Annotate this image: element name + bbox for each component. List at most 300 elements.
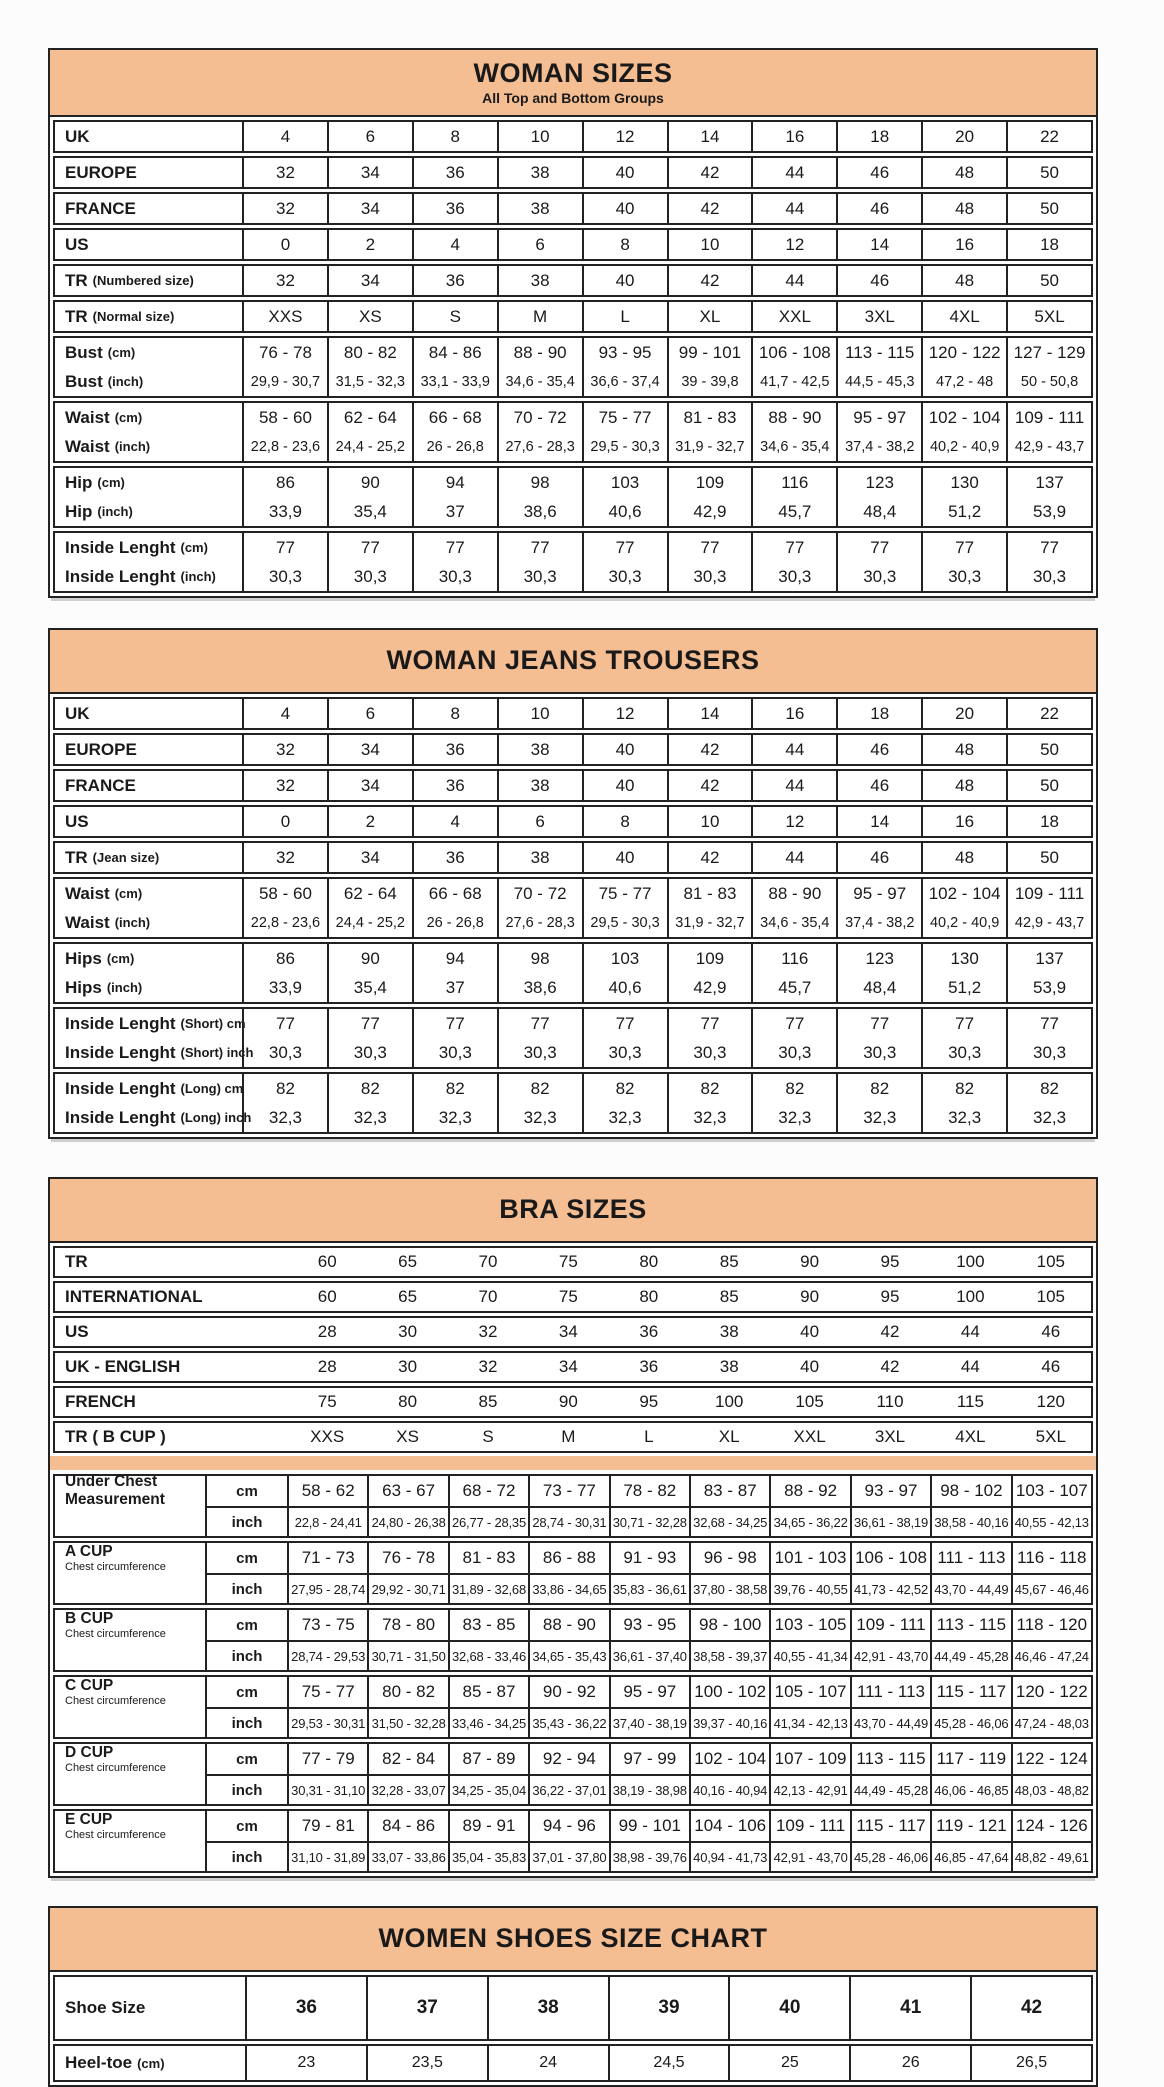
table-line [55,194,1091,223]
size-cell: 42 [667,843,752,872]
size-cell: 30,71 - 32,28 [609,1506,689,1536]
size-cell: 103 - 105 [769,1610,849,1640]
table-line [55,1353,1091,1381]
size-cell: 95 [880,1252,900,1271]
size-cell: 53,9 [1006,973,1091,1002]
size-cell: 32 [242,194,327,223]
size-cell: 110 [876,1392,904,1411]
size-cell: 109 [667,468,752,497]
row-label-text: Shoe Size [65,1998,146,2017]
size-cell: 32,3 [582,1103,667,1132]
size-row [53,1975,1093,2041]
size-cell: 36,61 - 38,19 [850,1506,930,1536]
women-shoes-header [50,1908,1096,1972]
table-line [55,1318,1091,1346]
size-cell: 31,50 - 32,28 [367,1707,447,1737]
size-cell: 70 - 72 [497,403,582,432]
size-cell: 58 - 62 [287,1476,367,1506]
size-cell: XS [396,1427,419,1446]
size-cell: 44 [751,158,836,187]
size-cell: 97 - 99 [609,1744,689,1774]
size-cell: 42,9 - 43,7 [1006,908,1091,937]
size-cell: XXL [751,302,836,331]
size-cell: 42,91 - 43,70 [769,1841,849,1871]
row-label-text: FRANCE [65,198,136,218]
size-cell: 32,3 [667,1103,752,1132]
size-cell: 90 - 92 [528,1677,608,1707]
size-cell: 32,3 [242,1103,327,1132]
size-cell: 116 [751,944,836,973]
size-cell: XXS [242,302,327,331]
size-cell: 95 - 97 [836,879,921,908]
size-cell: 85 - 87 [448,1677,528,1707]
size-cell: 77 - 79 [287,1744,367,1774]
row-label-text: INTERNATIONAL [65,1287,203,1306]
row-label-text: Hips [65,977,102,997]
size-cell: 26,77 - 28,35 [448,1506,528,1536]
size-cell: 45,28 - 46,06 [930,1707,1010,1737]
size-cell: 32 [242,771,327,800]
size-cell: 94 - 96 [528,1811,608,1841]
size-cell: 82 [497,1074,582,1103]
size-cell: 22,8 - 24,41 [287,1506,367,1536]
size-cell: 22,8 - 23,6 [242,908,327,937]
size-cell: 75 [317,1392,337,1411]
size-cell: 123 [836,944,921,973]
size-cell: 27,95 - 28,74 [287,1573,367,1603]
size-cell: 77 [751,533,836,562]
row-label-note: (cm) [106,951,135,966]
size-row [53,697,1093,730]
size-cell: 38 [497,843,582,872]
table-line [55,1744,1091,1804]
cup-row [53,1474,1093,1538]
unit-cell: cm [205,1543,287,1573]
size-cell: 68 - 72 [448,1476,528,1506]
size-cell: 35,4 [327,973,412,1002]
row-label-text: TR [65,306,88,326]
size-cell: 115 - 117 [930,1677,1010,1707]
size-cell: 65 [398,1252,418,1271]
size-cell: 23 [245,2046,366,2080]
size-cell: 45,28 - 46,06 [850,1841,930,1871]
size-cell: M [497,302,582,331]
row-label [55,497,242,526]
table-line [55,973,1091,1002]
size-cell: 77 [836,533,921,562]
row-label [55,533,242,562]
row-label-text: US [65,1322,89,1341]
size-cell: 34 [327,735,412,764]
table-line [55,1074,1091,1103]
size-cell: 30,3 [751,1038,836,1067]
row-label [55,1074,242,1103]
unit-cell: inch [205,1506,287,1536]
bra-row [53,1421,1093,1453]
size-cell: 82 [836,1074,921,1103]
size-cell: 36 [412,843,497,872]
row-label-text: Hip [65,501,93,521]
row-label-note: (Short) cm [180,1016,246,1031]
size-cell: 109 - 111 [769,1811,849,1841]
row-label-text: EUROPE [65,162,137,182]
size-cell: 47,2 - 48 [921,367,1006,396]
size-cell: 84 - 86 [367,1811,447,1841]
row-label-note: Chest circumference [65,1561,166,1574]
size-cell: 8 [582,807,667,836]
size-cell: 111 - 113 [850,1677,930,1707]
size-cell: L [644,1427,654,1446]
row-label-note: (inch) [114,915,151,930]
size-cell: 4XL [921,302,1006,331]
row-label [55,1283,287,1311]
size-cell: 31,9 - 32,7 [667,432,752,461]
size-cell: 36 [412,194,497,223]
row-label-text: Bust [65,342,103,362]
woman-jeans-trousers-header [50,630,1096,694]
size-cell: 91 - 93 [609,1543,689,1573]
size-cell: 46 [836,771,921,800]
size-cell: 98 - 100 [689,1610,769,1640]
size-cell: 27,6 - 28,3 [497,908,582,937]
row-label-note: (inch) [97,504,133,519]
size-cell: 24,80 - 26,38 [367,1506,447,1536]
row-label [55,2046,245,2080]
size-row [53,942,1093,1004]
size-cell: 39 [608,1977,729,2039]
table-line [55,122,1091,151]
size-cell: 16 [921,807,1006,836]
size-cell: 28 [317,1322,337,1341]
size-cell: 5XL [1006,302,1091,331]
size-cell: 46,06 - 46,85 [930,1774,1010,1804]
size-cell: XXL [793,1427,826,1446]
row-label-text: Hip [65,472,93,492]
size-cell: 37,01 - 37,80 [528,1841,608,1871]
size-cell: 122 - 124 [1011,1744,1091,1774]
table-line [55,1248,1091,1276]
size-cell: 80 [398,1392,418,1411]
row-label [55,771,242,800]
size-cell: 105 [1036,1287,1065,1306]
size-cell: 30 [398,1322,418,1341]
size-cell: 120 - 122 [921,338,1006,367]
size-cell: 34 [558,1322,578,1341]
size-cell: 16 [751,699,836,728]
size-cell: 46,46 - 47,24 [1011,1640,1091,1670]
size-cell: 40,94 - 41,73 [689,1841,769,1871]
size-cell: 40,6 [582,497,667,526]
table-line [55,1472,1091,1536]
size-cell: 37,40 - 38,19 [609,1707,689,1737]
row-label-text: FRANCE [65,775,136,795]
size-cell: 34 [327,194,412,223]
size-cell: 99 - 101 [609,1811,689,1841]
table-subtitle: All Top and Bottom Groups [482,90,664,106]
row-label-note: (Short) inch [180,1045,254,1060]
size-cell: 30,3 [412,1038,497,1067]
bra-row [53,1281,1093,1313]
row-label-text: Hips [65,948,102,968]
size-cell: 77 [1006,533,1091,562]
size-cell: 30,3 [497,562,582,591]
size-cell: 12 [582,122,667,151]
size-cell: 50 [1006,266,1091,295]
size-cell: 30 [398,1357,418,1376]
table-line [55,1009,1091,1038]
unit-cell: cm [205,1610,287,1640]
size-cell: 44 [960,1322,980,1341]
size-cell: 36 [412,158,497,187]
table-title: WOMAN SIZES [473,58,673,88]
row-label [55,1009,246,1038]
row-label-text: US [65,234,89,254]
row-label-note: (cm) [137,2055,165,2071]
size-cell: 100 [956,1287,985,1306]
size-cell: 77 [412,1009,497,1038]
size-cell: 36 [412,735,497,764]
size-cell: 120 [1036,1392,1065,1411]
size-cell: 113 - 115 [930,1610,1010,1640]
cup-row [53,1608,1093,1672]
size-cell: 29,9 - 30,7 [242,367,327,396]
size-cell: 28,74 - 30,31 [528,1506,608,1536]
size-cell: 18 [1006,230,1091,259]
row-label-text: Waist [65,436,110,456]
size-cell: 48 [921,266,1006,295]
size-cell: 77 [412,533,497,562]
size-cell: 32 [242,843,327,872]
row-label-text: UK - ENGLISH [65,1357,181,1376]
table-line [55,158,1091,187]
bra-row [53,1246,1093,1278]
size-cell: 78 - 80 [367,1610,447,1640]
size-cell: 48,03 - 48,82 [1011,1774,1091,1804]
row-label [55,468,242,497]
size-cell: 34 [327,843,412,872]
size-cell: 37 [412,497,497,526]
size-cell: 37,4 - 38,2 [836,432,921,461]
size-cell: 50 - 50,8 [1006,367,1091,396]
row-label-text: Inside Lenght [65,1042,176,1062]
size-cell: 35,4 [327,497,412,526]
size-row [53,1072,1093,1134]
row-label [55,1744,205,1774]
size-cell: 105 [1036,1252,1065,1271]
row-label-text: Under Chest Measurement [65,1472,165,1508]
size-cell: 8 [412,699,497,728]
size-cell: L [582,302,667,331]
size-cell: 100 - 102 [689,1677,769,1707]
size-cell: 70 [478,1287,498,1306]
size-cell: 40 [582,843,667,872]
size-cell: 113 - 115 [836,338,921,367]
size-cell: 80 [639,1252,659,1271]
table-line [55,908,1091,937]
row-label-note: (cm) [114,886,143,901]
size-cell: 34,25 - 35,04 [448,1774,528,1804]
size-cell: 95 - 97 [609,1677,689,1707]
size-cell: 109 [667,944,752,973]
size-cell: 16 [751,122,836,151]
size-cell: 45,7 [751,497,836,526]
size-cell: 62 - 64 [327,403,412,432]
size-cell: 107 - 109 [769,1744,849,1774]
size-cell: 103 [582,944,667,973]
size-cell: 42 [970,1977,1091,2039]
size-cell: 38 [497,266,582,295]
size-cell: 30,3 [751,562,836,591]
size-cell: 66 - 68 [412,403,497,432]
size-cell: 105 - 107 [769,1677,849,1707]
size-row [53,156,1093,189]
size-cell: 34 [327,266,412,295]
size-row [53,877,1093,939]
size-cell: 42,91 - 43,70 [850,1640,930,1670]
size-cell: 77 [921,533,1006,562]
size-cell: 66 - 68 [412,879,497,908]
row-label [55,699,242,728]
size-cell: 115 [956,1392,984,1411]
size-cell: 76 - 78 [367,1543,447,1573]
size-cell: 95 [639,1392,659,1411]
size-cell: 130 [921,468,1006,497]
size-cell: XXS [310,1427,345,1446]
size-cell: 30,3 [412,562,497,591]
size-cell: 32 [242,266,327,295]
size-cell: 30,3 [242,1038,327,1067]
size-cell: 82 [327,1074,412,1103]
row-label-note: (Long) inch [180,1110,252,1125]
table-line [55,1677,1091,1737]
size-cell: 30,31 - 31,10 [287,1774,367,1804]
size-cell: 34 [327,158,412,187]
size-cell: 44,5 - 45,3 [836,367,921,396]
table-line [55,879,1091,908]
size-cell: 42,9 - 43,7 [1006,432,1091,461]
size-cell: 16 [921,230,1006,259]
table-line [55,1977,1091,2039]
size-cell: 46 [836,735,921,764]
size-cell: 38,98 - 39,76 [609,1841,689,1871]
size-cell: 51,2 [921,973,1006,1002]
size-cell: 96 - 98 [689,1543,769,1573]
size-cell: 124 - 126 [1011,1811,1091,1841]
size-cell: 30,3 [327,562,412,591]
size-cell: 24 [487,2046,608,2080]
size-cell: 77 [327,1009,412,1038]
table-line [55,403,1091,432]
size-cell: 109 - 111 [850,1610,930,1640]
women-shoes-body [50,1972,1096,2082]
size-cell: 137 [1006,468,1091,497]
size-cell: 43,70 - 44,49 [850,1707,930,1737]
size-cell: 32,3 [836,1103,921,1132]
size-cell: 24,4 - 25,2 [327,908,412,937]
row-label [55,1677,205,1707]
size-cell: 102 - 104 [921,879,1006,908]
size-cell: 42 [667,771,752,800]
row-label [55,1543,205,1573]
size-cell: 78 - 82 [609,1476,689,1506]
size-cell: 103 - 107 [1011,1476,1091,1506]
size-cell: 40 [582,735,667,764]
row-label-note: (inch) [107,374,144,389]
row-label [55,1248,287,1276]
woman-sizes-body [50,117,1096,593]
size-cell: 10 [667,230,752,259]
size-cell: 102 - 104 [689,1744,769,1774]
row-label [55,338,242,367]
size-cell: 24,4 - 25,2 [327,432,412,461]
size-cell: 8 [582,230,667,259]
row-label-note: (inch) [114,439,151,454]
size-cell: 62 - 64 [327,879,412,908]
size-cell: 33,86 - 34,65 [528,1573,608,1603]
size-cell: 42,13 - 42,91 [769,1774,849,1804]
size-cell: 32 [242,158,327,187]
size-cell: 30,3 [497,1038,582,1067]
size-cell: 77 [242,533,327,562]
row-label [55,230,242,259]
row-label [55,1423,287,1451]
size-cell: 12 [751,230,836,259]
size-cell: 58 - 60 [242,879,327,908]
size-cell: 113 - 115 [850,1744,930,1774]
size-cell: 0 [242,230,327,259]
size-cell: 127 - 129 [1006,338,1091,367]
size-cell: 39,37 - 40,16 [689,1707,769,1737]
size-cell: 82 [921,1074,1006,1103]
size-cell: 34,6 - 35,4 [751,432,836,461]
size-cell: 40 [728,1977,849,2039]
size-cell: 60 [317,1287,337,1306]
size-cell: 89 - 91 [448,1811,528,1841]
size-cell: 46 [1041,1322,1061,1341]
size-cell: 81 - 83 [667,403,752,432]
table-line [55,1388,1091,1416]
table-line [55,735,1091,764]
bra-row [53,1386,1093,1418]
size-cell: 130 [921,944,1006,973]
size-cell: 30,3 [836,562,921,591]
size-cell: 60 [317,1252,337,1271]
size-cell: 50 [1006,735,1091,764]
size-cell: 40,6 [582,973,667,1002]
row-label [55,403,242,432]
size-cell: 80 [639,1287,659,1306]
row-label [55,122,242,151]
size-cell: 6 [327,122,412,151]
size-cell: 82 [1006,1074,1091,1103]
size-cell: 22,8 - 23,6 [242,432,327,461]
table-title: WOMAN JEANS TROUSERS [386,645,760,675]
cup-row [53,1541,1093,1605]
row-label [55,1388,287,1416]
size-cell: 111 - 113 [930,1543,1010,1573]
row-label [55,367,242,396]
size-cell: 25 [728,2046,849,2080]
row-label-text: Inside Lenght [65,1107,176,1127]
size-cell: 18 [836,122,921,151]
size-cell: 44,49 - 45,28 [930,1640,1010,1670]
size-cell: 38,6 [497,973,582,1002]
size-cell: 71 - 73 [287,1543,367,1573]
table-line [55,432,1091,461]
size-row [53,841,1093,874]
size-cell: 77 [497,1009,582,1038]
row-label [55,266,242,295]
